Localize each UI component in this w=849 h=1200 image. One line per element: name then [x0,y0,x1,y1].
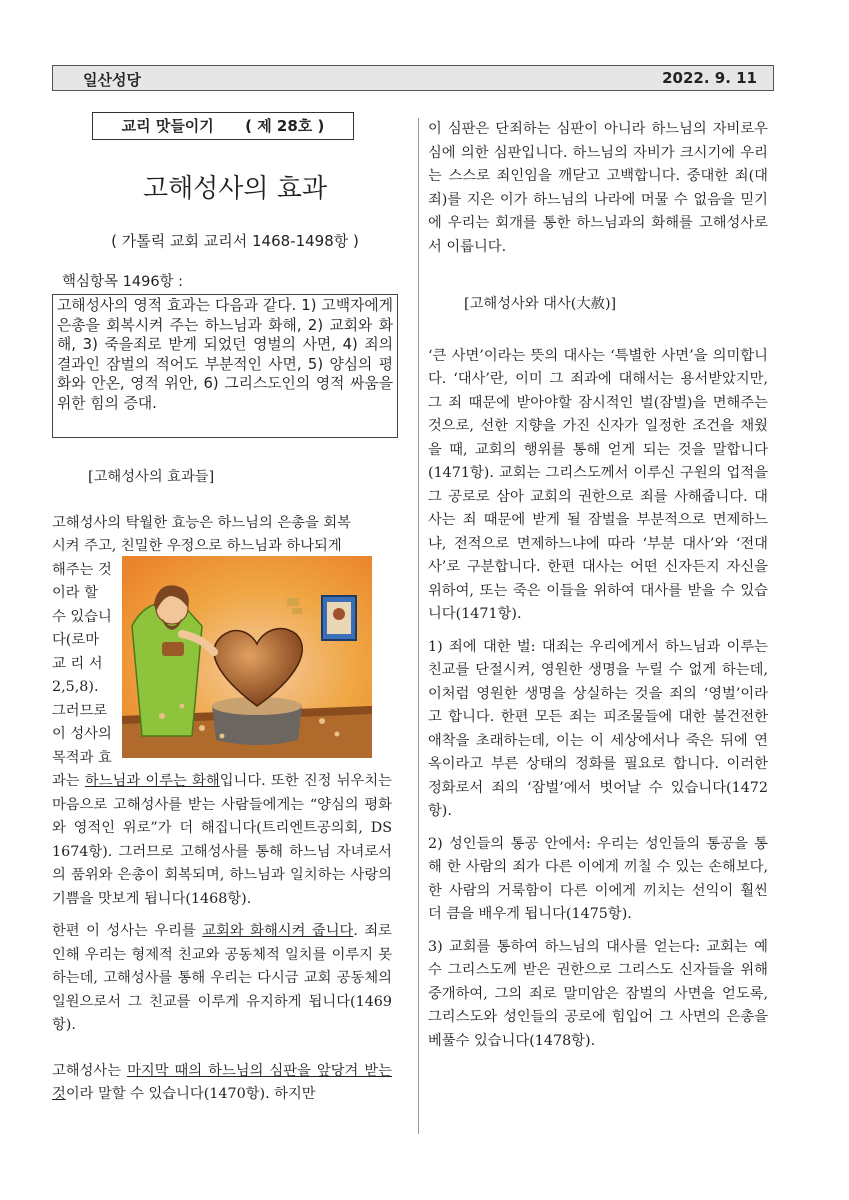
section-heading: [고해성사와 대사(大赦)] [464,296,617,312]
underlined-text: 마지막 때의 하느님의 심판을 앞당겨 받는 것 [52,1062,392,1102]
text-run: 과는 [52,773,85,789]
narrow-line: 해주는 것 [52,561,112,578]
paragraph-line: 고해성사의 탁월한 효능은 하느님의 은총을 회복 [52,514,351,531]
paragraph: 1) 죄에 대한 벌: 대죄는 우리에게서 하느님과 이루는 친교를 단절시켜, 영원한 생명을 누릴 수 없게 하는데, 이처럼 영원한 생명을 상실하는 것을 죄의 ‘영벌’이라고 합니다. 한편 모든 죄는 피조물들에 대한 불건전한 애착을 초래하는데, 이는 이 세상에서나 죽은 뒤에 연옥이라고 부른 상태의 정화를 필요로 합니다. 이러한 정화로서 죄의 ‘잠벌’에서 벗어날 수 있습니다(1472항). [428,638,768,819]
narrow-line: 수 있습니 [52,608,112,625]
paragraph [52,1060,392,1107]
narrow-line: 목적과 효 [52,749,112,766]
text-run: 고해성사는 [52,1062,128,1079]
text-run: 이라 말할 수 있습니다(1470항). 하지만 [65,1086,316,1102]
right-column [428,118,768,1053]
parish-name: 일산성당 [83,71,141,89]
section-heading: [고해성사의 효과들] [88,469,215,485]
paragraph: 이 심판은 단죄하는 심판이 아니라 하느님의 자비로우심에 의한 심판입니다. 하느님의 자비가 크시기에 우리는 스스로 죄인임을 깨닫고 고백합니다. 중대한 죄(대죄)를 지은 이가 하느님의 나라에 머물 수 없음을 믿기에 우리는 회개를 통한 하느님과의 화해를 고해성사로서 이룹니다. [428,121,768,255]
jesus-carving-heart-illustration [122,556,372,758]
paragraph: 2) 성인들의 통공 안에서: 우리는 성인들의 통공을 통해 한 사람의 죄가 다른 이에게 끼칠 수 있는 손해보다, 한 사람의 거룩함이 다른 이에게 끼치는 선익이 훨씬 더 큼을 배우게 됩니다(1475항). [428,835,768,922]
issue-date: 2022. 9. 11 [662,69,757,87]
paragraph-line: 시켜 주고, 친밀한 우정으로 하느님과 하나되게 [52,538,342,554]
paragraph: 3) 교회를 통하여 하느님의 대사를 얻는다: 교회는 예수 그리스도께 받은 권한으로 그리스도 신자들을 위해 중개하여, 그의 죄로 말미암은 잠벌의 사면을 얻도록, 그리스도와 성인들의 공로에 힘입어 그 사면의 은총을 베풀수 있습니다(1478항). [428,938,768,1049]
narrow-line: 다(로마 [52,632,100,648]
page-subtitle: ( 가톨릭 교회 교리서 1468-1498항 ) [111,232,359,250]
narrow-line: 이라 할 [52,585,98,601]
column-divider [418,118,419,1134]
page-title: 고해성사의 효과 [142,174,328,204]
text-run: . 죄로 인해 우리는 형제적 친교와 공동체적 일치를 이루지 못하는데, 고해성사를 통해 우리는 다시금 교회 공동체의 일원으로서 그 친교를 이루게 유지하게 됩니다(1469항). [52,923,392,1033]
narrow-line: 그러므로 [52,702,108,719]
narrow-line: 2,5,8). [52,679,99,695]
page-header [52,65,774,91]
underlined-text: 하느님과 이루는 화해 [84,773,220,789]
narrow-line: 이 성사의 [52,726,112,742]
text-run: 입니다. 또한 진정 뉘우치는 마음으로 고해성사를 받는 사람들에게는 “양심의 평화와 영적인 위로”가 더 해집니다(트리엔트공의회, DS 1674항). 그러므로 고해성사를 통해 하느님 자녀로서의 품위와 은총이 회복되며, 하느님과 일치하는 사랑의 기쁨을 맛보게 됩니다(1468항). [52,773,392,907]
narrow-line: 교 리 서 [52,655,103,672]
paragraph: ‘큰 사면’이라는 뜻의 대사는 ‘특별한 사면’을 의미합니다. ‘대사’란, 이미 그 죄과에 대해서는 용서받았지만, 그 죄 때문에 받아야할 잠시적인 벌(잠벌)을 면해주는 것으로, 선한 지향을 가진 신자가 일정한 조건을 채웠을 때, 교회의 행위를 통해 얻게 되는 것을 말합니다(1471항). 교회는 그리스도께서 이루신 구원의 업적을 그 공로로 삼아 교회의 권한으로 죄를 사해줍니다. 대사는 죄 때문에 받게 될 잠벌을 부분적으로 면제하느냐, 전적으로 면제하느냐에 따라 ‘부분 대사’와 ‘전대사’로 구분합니다. 한편 대사는 어떤 신자든지 자신을 위하여, 또는 죽은 이들을 위하여 대사를 받을 수 있습니다(1471항). [428,347,768,622]
underlined-text: 교회와 화해시켜 줍니다 [202,923,354,939]
core-box: 고해성사의 영적 효과는 다음과 같다. 1) 고백자에게 은총을 회복시켜 주는 하느님과 화해, 2) 교회와 화해, 3) 죽을죄로 받게 되었던 영벌의 사면, 4) 죄의 결과인 잠벌의 적어도 부분적인 사면, 5) 양심의 평화와 안온, 영적 위안, 6) 그리스도인의 영적 싸움을 위한 힘의 증대. [52,294,398,438]
text-run: 한편 이 성사는 우리를 [52,923,203,939]
paragraph [52,770,392,911]
core-label: 핵심항목 1496항 : [62,274,184,290]
paragraph [52,920,392,1038]
series-box: 교리 맛들이기 ( 제 28호 ) [92,112,354,140]
